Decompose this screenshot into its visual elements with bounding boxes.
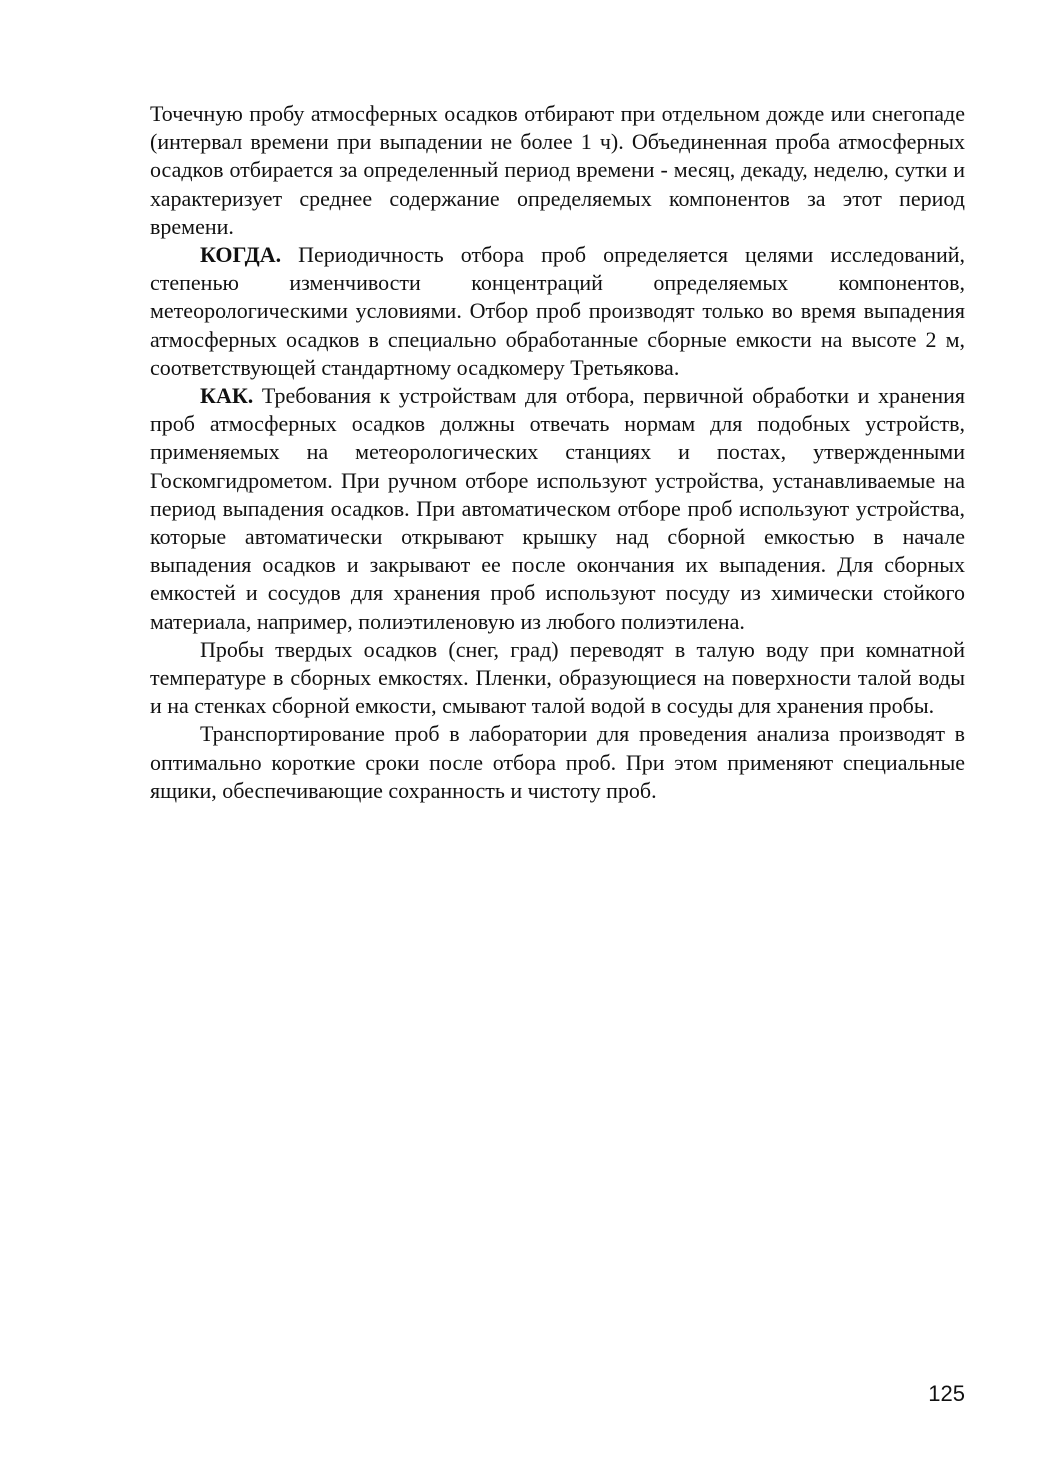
paragraph-spot-sample xyxy=(150,100,965,241)
paragraph-text: Пробы твердых осадков (снег, град) переводят в талую воду при комнатной температуре в сборных емкостях. Пленки, образующиеся на поверхности талой воды и на стенках сборной емкости, смывают талой водой в сосуды для хранения пробы. xyxy=(150,636,965,719)
body-text xyxy=(150,100,965,805)
page-number: 125 xyxy=(928,1381,965,1406)
section-heading-how: КАК. xyxy=(200,383,254,409)
paragraph-text: Периодичность отбора проб определяется целями исследований, степенью изменчивости концентраций определяемых компонентов, метеорологическими условиями. Отбор проб производят только во время выпадения атмосферных осадков в специально обработанные сборные емкости на высоте 2 м, соответствующей стандартному осадкомеру Третьякова. xyxy=(150,242,965,380)
paragraph-when xyxy=(150,241,965,382)
paragraph-text: Точечную пробу атмосферных осадков отбирают при отдельном дожде или снегопаде (интервал времени при выпадении не более 1 ч). Объединенная проба атмосферных осадков отбирается за определенный период времени - месяц, декаду, неделю, сутки и характеризует среднее содержание определяемых компонентов за этот период времени. xyxy=(150,101,965,239)
paragraph-solid-precipitation xyxy=(150,636,965,721)
paragraph-transport xyxy=(150,720,965,805)
paragraph-text: Требования к устройствам для отбора, первичной обработки и хранения проб атмосферных осадков должны отвечать нормам для подобных устройств, применяемых на метеорологических станциях и постах, утвержденными Госкомгидрометом. При ручном отборе используют устройства, устанавливаемые на период выпадения осадков. При автоматическом отборе проб используют устройства, которые автоматически открывают крышку над сборной емкостью в начале выпадения осадков и закрывают ее после окончания их выпадения. Для сборных емкостей и сосудов для хранения проб используют посуду из химически стойкого материала, например, полиэтиленовую из любого полиэтилена. xyxy=(150,383,965,634)
section-heading-when: КОГДА. xyxy=(200,242,282,268)
paragraph-how xyxy=(150,382,965,636)
paragraph-text: Транспортирование проб в лаборатории для проведения анализа производят в оптимально короткие сроки после отбора проб. При этом применяют специальные ящики, обеспечивающие сохранность и чистоту проб. xyxy=(150,721,965,803)
